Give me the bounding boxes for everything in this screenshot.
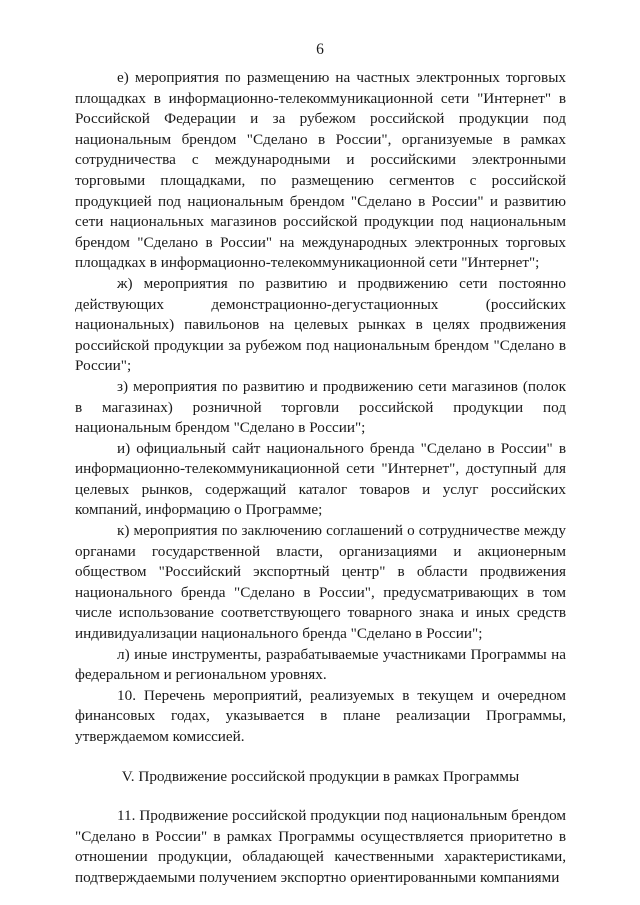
paragraph-k: к) мероприятия по заключению соглашений о сотрудничестве между органами государственной власти, организациями и акционерным обществом "Российский экспортный центр" в области продвижения национального бренда "Сделано в России", предусматривающих в том числе использование соответствующего товарного знака и иных средств индивидуализации национального бренда "Сделано в России"; <box>75 522 566 643</box>
paragraph-z: з) мероприятия по развитию и продвижению сети магазинов (полок в магазинах) розничной торговли российской продукции под национальным брендом "Сделано в России"; <box>75 377 566 437</box>
paragraph-11: 11. Продвижение российской продукции под национальным брендом "Сделано в России" в рамках Программы осуществляется приоритетно в отношении продукции, обладающей качественными характеристиками, подтверждаемыми получением экспортно ориентированными компаниями <box>75 807 566 886</box>
page-number: 6 <box>316 41 324 58</box>
section-heading: V. Продвижение российской продукции в рамках Программы <box>121 767 520 785</box>
paragraph-i: и) официальный сайт национального бренда "Сделано в России" в информационно-телекоммуникационной сети "Интернет", доступный для целевых рынков, содержащий каталог товаров и услуг российских компаний, информацию о Программе; <box>75 439 566 519</box>
document-body <box>75 68 566 889</box>
paragraph-e: е) мероприятия по размещению на частных электронных торговых площадках в информационно-телекоммуникационной сети "Интернет" в Российской Федерации и за рубежом российской продукции под национальным брендом "Сделано в России", организуемые в рамках сотрудничества с международными и российскими электронными торговыми площадками, по размещению сегментов с российской продукцией под национальным брендом "Сделано в России" и развитию сети национальных магазинов российской продукции под национальным брендом "Сделано в России" на международных электронных торговых площадках в информационно-телекоммуникационной сети "Интернет"; <box>75 69 566 272</box>
paragraph-l: л) иные инструменты, разрабатываемые участниками Программы на федеральном и региональном уровнях. <box>75 645 566 684</box>
paragraph-zh: ж) мероприятия по развитию и продвижению сети постоянно действующих демонстрационно-дегустационных (российских национальных) павильонов на целевых рынках в целях продвижения российской продукции за рубежом под национальным брендом "Сделано в России"; <box>75 274 566 375</box>
paragraph-10: 10. Перечень мероприятий, реализуемых в текущем и очередном финансовых годах, указывается в плане реализации Программы, утверждаемом комиссией. <box>75 686 566 745</box>
